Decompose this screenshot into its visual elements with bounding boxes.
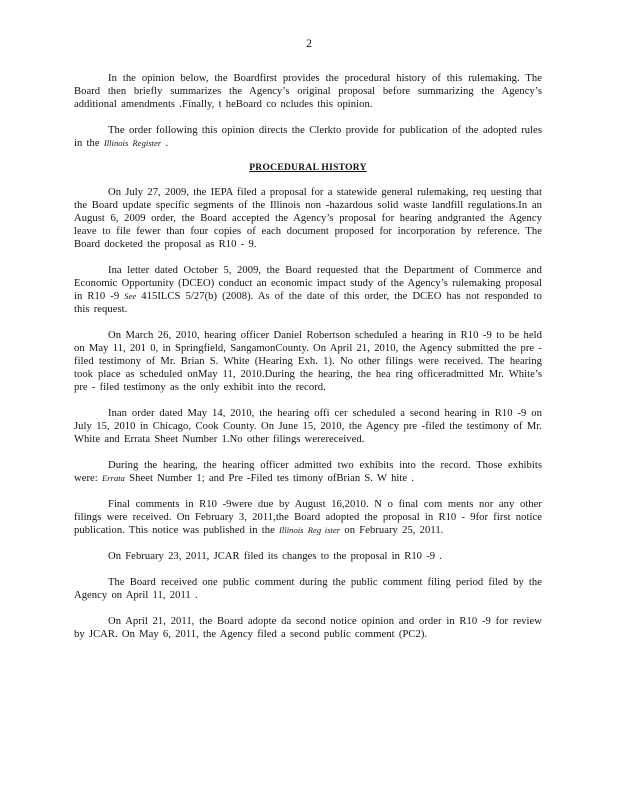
history-paragraph-5	[74, 459, 542, 485]
history-paragraph-1: On July 27, 2009, the IEPA filed a proposal for a statewide general rulemaking, req uesting that the Board update specific segments of the Illinois non -hazardous solid waste landfill regulations.In an August 6, 2009 order, the Board accepted the Agency’s proposal for hearing andgranted the Agency leave to file fewer than four copies of each document proposed for incorporation by reference. The Board docketed the proposal as R10 - 9.	[74, 187, 542, 250]
section-heading	[74, 163, 542, 173]
p6-illinois: Illinois	[279, 525, 304, 535]
p2-see: See	[124, 291, 137, 301]
p6-text-b: on February 25, 2011.	[344, 525, 444, 536]
p6-register: Reg ister	[307, 525, 341, 535]
register-italic-2: Register	[132, 138, 162, 148]
history-paragraph-8: The Board received one public comment during the public comment filing period filed by the Agency on April 11, 2011 .	[74, 577, 542, 601]
history-paragraph-7: On February 23, 2011, JCAR filed its changes to the proposal in R10 -9 .	[108, 551, 443, 562]
p5-text-a: During the hearing, the hearing officer admitted two exhibits into the record. Those exhibits were:	[74, 460, 542, 484]
section-heading-text: PROCEDURAL HISTORY	[249, 163, 367, 173]
p5-text-b: Sheet Number 1; and Pre -Filed tes timony ofBrian S. W hite .	[129, 473, 415, 484]
history-paragraph-2	[74, 264, 542, 316]
intro-publication-paragraph	[74, 124, 542, 150]
p2-text-a: Ina letter dated October 5, 2009, the Board requested that the Department of Commerce and Economic Opportunity (DCEO) conduct an economic impact study of the Agency’s rulemaking proposal in R10 -9	[74, 265, 542, 302]
history-paragraph-6	[74, 498, 542, 537]
document-body	[74, 72, 542, 654]
intro-publication-text: The order following this opinion directs the Clerkto provide for publication of the adopted rules in the	[74, 125, 542, 149]
p2-text-b: 415ILCS 5/27(b) (2008). As of the date of this order, the DCEO has not responded to this request.	[74, 291, 542, 315]
history-paragraph-9: On April 21, 2011, the Board adopte da second notice opinion and order in R10 -9 for review by JCAR. On May 6, 2011, the Agency filed a second public comment (PC2).	[74, 616, 542, 640]
p6-text-a: Final comments in R10 -9were due by August 16,2010. N o final com ments nor any other filings were received. On February 3, 2011,the Board adopted the proposal in R10 - 9for first notice publication. This notice was published in the	[74, 499, 542, 536]
page-number: 2	[306, 36, 312, 50]
history-paragraph-3: On March 26, 2010, hearing officer Daniel Robertson scheduled a hearing in R10 -9 to be held on May 11, 201 0, in Springfield, SangamonCounty. On April 21, 2010, the Agency submitted the pre -filed testimony of Mr. Brian S. White (Hearing Exh. 1). No other filings were received. The hearing took place as scheduled onMay 11, 2010.During the hearing, the hea ring officeradmitted Mr. White’s pre - filed testimony as the only exhibit into the record.	[74, 330, 542, 393]
intro-paragraph: In the opinion below, the Boardfirst provides the procedural history of this rulemaking. The Board then briefly summarizes the Agency’s original proposal before summarizing the Agency’s additional amendments .Finally, t heBoard co ncludes this opinion.	[74, 73, 542, 110]
p5-errata: Errata	[101, 473, 125, 483]
register-italic-1: Illinois	[103, 138, 129, 148]
register-end: .	[165, 138, 169, 149]
history-paragraph-4: Inan order dated May 14, 2010, the hearing offi cer scheduled a second hearing in R10 -9 on July 15, 2010 in Chicago, Cook County. On June 15, 2010, the Agency pre -filed the testimony of Mr. White and Errata Sheet Number 1.No other filings werereceived.	[74, 408, 542, 445]
